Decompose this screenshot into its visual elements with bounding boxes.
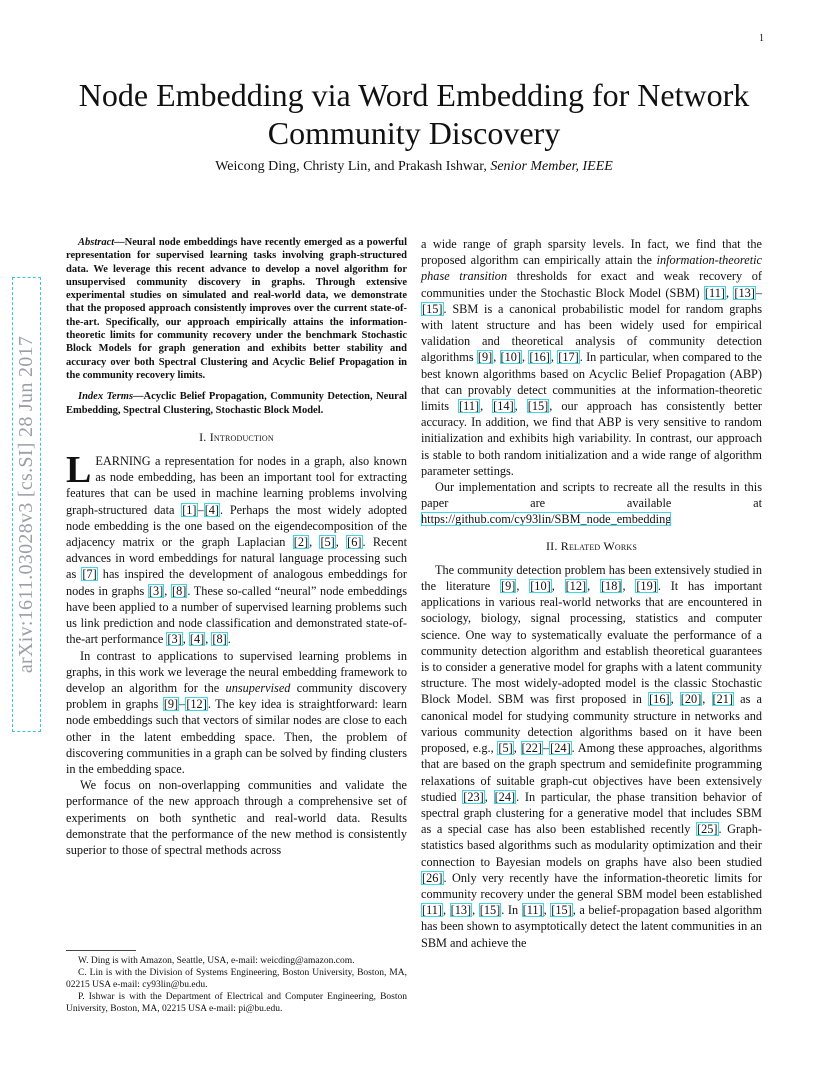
- text-run: ,: [472, 903, 479, 918]
- text-run: .: [227, 632, 231, 647]
- citation-link[interactable]: [14]: [493, 399, 514, 414]
- text-run: . In: [501, 903, 522, 918]
- text-run: ,: [164, 583, 171, 598]
- citation-link[interactable]: [2]: [293, 535, 309, 550]
- text-run: –: [543, 741, 550, 756]
- text-run: ,: [587, 579, 600, 594]
- text-run: . SBM is a canonical probabilistic model for random graphs with latent structure and has been widely used for empirical validation and theoretical analysis of community detection algorithms: [421, 301, 762, 365]
- text-run: ,: [443, 903, 450, 918]
- arxiv-identifier[interactable]: arXiv:1611.03028v3 [cs.SI] 28 Jun 2017: [12, 277, 41, 732]
- citation-link[interactable]: [17]: [558, 350, 579, 365]
- footnotes: [66, 950, 407, 1015]
- citation-link[interactable]: [9]: [163, 697, 179, 712]
- text-run: ,: [484, 789, 494, 804]
- title-line-2: Community Discovery: [267, 115, 561, 151]
- citation-link[interactable]: [3]: [167, 632, 182, 647]
- index-terms-lead: Index Terms: [78, 391, 134, 403]
- citation-link[interactable]: [12]: [186, 697, 207, 712]
- text-run: ,: [182, 632, 189, 647]
- text-run: Our implementation and scripts to recreate all the results in this paper are available at: [421, 480, 762, 511]
- text-run: community discovery problem in graphs: [66, 680, 407, 712]
- text-run: ,: [516, 579, 530, 594]
- footnote-ding: W. Ding is with Amazon, Seattle, USA, e-mail: weicding@amazon.com.: [78, 956, 355, 966]
- text-run: . These so-called “neural” node embeddings have been applied to a number of supervised learning problems such us link prediction and node classification and demonstrated state-of-the-art performance: [66, 583, 408, 647]
- citation-link[interactable]: [9]: [477, 350, 493, 365]
- citation-link[interactable]: [13]: [734, 285, 755, 300]
- text-run: . Perhaps the most widely adopted node embedding is the one based on the eigendecomposition of the adjacency matrix or the graph Laplacian: [66, 502, 407, 550]
- text-run: . Graph-statistics based algorithms such as modularity optimization and their connection to Bayesian models on graphs have also been studied: [421, 822, 762, 869]
- text-run: ,: [513, 741, 521, 756]
- citation-link[interactable]: [3]: [148, 583, 164, 598]
- abstract: [66, 236, 407, 382]
- emphasis: information-theoretic phase transition: [421, 253, 762, 284]
- citation-link[interactable]: [4]: [189, 632, 205, 647]
- text-run: ,: [522, 350, 529, 365]
- drop-cap: L: [66, 449, 92, 492]
- citation-link[interactable]: [5]: [498, 741, 513, 756]
- citation-link[interactable]: [23]: [463, 789, 484, 804]
- text-run: –: [179, 697, 186, 712]
- text-run: ,: [670, 692, 680, 707]
- citation-link[interactable]: [11]: [522, 903, 543, 918]
- citation-link[interactable]: [8]: [171, 583, 187, 598]
- citation-link[interactable]: [8]: [212, 632, 227, 647]
- text-run: ,: [550, 350, 558, 365]
- citation-link[interactable]: [20]: [680, 692, 702, 707]
- text-run: In contrast to applications to supervised learning problems in graphs, in this work we leverage the neural embedding framework to develop an algorithm for the: [66, 648, 407, 695]
- citation-link[interactable]: [7]: [82, 567, 97, 582]
- text-run: thresholds for exact and weak recovery of communities under the Stochastic Block Model (SBM): [421, 269, 762, 300]
- text-run: ,: [309, 535, 320, 550]
- citation-link[interactable]: [15]: [527, 399, 549, 414]
- section-heading-related-works: II. Related Works: [545, 538, 638, 553]
- citation-link[interactable]: [24]: [550, 741, 571, 756]
- citation-link[interactable]: [19]: [636, 579, 657, 594]
- emphasis: unsupervised: [225, 680, 291, 695]
- text-run: ,: [335, 535, 347, 550]
- author-list: [40, 159, 788, 175]
- text-run: as a canonical model for studying community structure in networks and various community detection algorithms based on it have been proposed, e.g.,: [421, 692, 762, 756]
- text-run: ,: [493, 350, 500, 365]
- authors-names: Weicong Ding, Christy Lin, and Prakash Ishwar,: [215, 159, 487, 174]
- text-run: . Among these approaches, algorithms that are based on the graph spectrum and semidefinite programming relaxations of suitable graph-cut objectives have been extensively studied: [421, 741, 762, 804]
- citation-link[interactable]: [12]: [565, 579, 587, 594]
- text-run: ,: [205, 632, 212, 647]
- citation-link[interactable]: [15]: [422, 301, 443, 316]
- text-run: has inspired the development of analogous embeddings for nodes in graphs: [66, 567, 407, 598]
- citation-link[interactable]: [1]: [182, 502, 197, 517]
- text-run: . Only very recently have the information-theoretic limits for community recovery under the general SBM model been established: [421, 870, 762, 901]
- intro-paragraph-4: [421, 236, 762, 479]
- citation-link[interactable]: [11]: [459, 399, 480, 414]
- citation-link[interactable]: [24]: [494, 789, 516, 804]
- github-url-link[interactable]: https://github.com/cy93lin/SBM_node_embedding: [421, 512, 672, 527]
- citation-link[interactable]: [21]: [712, 692, 734, 707]
- text-run: ,: [514, 399, 527, 414]
- intro-paragraph-2: [66, 648, 407, 778]
- text-run: , our approach has consistently better accuracy. In addition, we find that ABP is very sensitive to random initialization and exhibits high variability. In contrast, our approach is stable to both random initialization and a wide range of algorithm parameter settings.: [421, 399, 763, 478]
- citation-link[interactable]: [4]: [204, 502, 220, 517]
- intro-paragraph-3: We focus on non-overlapping communities and validate the performance of the new approach through a comprehensive set of experiments on both synthetic and real-world data. Results demonstrate that the performance of the new method is consistently superior to those of spectral methods across: [66, 778, 407, 857]
- citation-link[interactable]: [6]: [347, 535, 362, 550]
- citation-link[interactable]: [10]: [500, 350, 522, 365]
- text-run: ,: [551, 579, 565, 594]
- citation-link[interactable]: [16]: [649, 692, 670, 707]
- text-run: ,: [480, 399, 493, 414]
- citation-link[interactable]: [9]: [500, 579, 516, 594]
- intro-paragraph-1: [66, 449, 408, 647]
- text-run: . It has important applications in various real-world networks that are encountered in sociology, biology, signal processing, statistics and computer science. One way to systematically evaluate the performance of a community detection algorithm and establish theoretical guarantees is to consider a generative model for graphs with a latent community structure. The most widely-adopted model is the classic Stochastic Block Model. SBM was first proposed in: [421, 579, 762, 707]
- text-run: . In particular, the phase transition behavior of spectral graph clustering for a generative model that includes SBM as a special case has also been established recently: [421, 789, 762, 837]
- related-paragraph-1: [421, 562, 762, 951]
- citation-link[interactable]: [15]: [479, 903, 501, 918]
- text-run: , a belief-propagation based algorithm has been shown to asymptotically detect the latent communities in an SBM and achieve the: [421, 903, 763, 950]
- right-column: [421, 236, 762, 951]
- paper-title: [40, 76, 788, 152]
- text-run: . The key idea is straightforward: learn node embeddings such that vectors of similar nodes are close to each other in the latent embedding space. Then, the problem of discovering communities in a graph can be solved by finding clusters in the embedding space.: [66, 697, 407, 776]
- section-heading-introduction: I. Introduction: [199, 429, 274, 444]
- text-run: ,: [702, 692, 712, 707]
- author-affiliation: Senior Member, IEEE: [490, 159, 613, 174]
- citation-link[interactable]: [16]: [529, 350, 550, 365]
- footnote-lin: C. Lin is with the Division of Systems Engineering, Boston University, Boston, MA, 02215 USA e-mail: cy93lin@bu.edu.: [66, 968, 407, 990]
- index-terms: [66, 390, 407, 417]
- text-run: –: [197, 502, 204, 517]
- text-run: ,: [543, 903, 551, 918]
- text-run: a wide range of graph sparsity levels. In fact, we find that the proposed algorithm can empirically attain the: [421, 237, 762, 268]
- citation-link[interactable]: [26]: [422, 870, 443, 885]
- index-terms-text: —Acyclic Belief Propagation, Community Detection, Neural Embedding, Spectral Clustering, Stochastic Block Model.: [66, 391, 407, 416]
- page-number: 1: [759, 33, 764, 44]
- text-run: . Recent advances in word embeddings for natural language processing such as: [66, 535, 408, 582]
- text-run: . In particular, when compared to the best known algorithms based on Acyclic Belief Propagation (ABP) that can provably detect communities at the information-theoretic limits: [421, 350, 762, 414]
- footnote-rule: [66, 950, 136, 951]
- citation-link[interactable]: [15]: [551, 903, 572, 918]
- abstract-lead: Abstract: [78, 237, 115, 248]
- text-run: ,: [622, 579, 636, 594]
- text-run: ,: [725, 285, 734, 300]
- text-run: –: [755, 285, 762, 300]
- text-run: The community detection problem has been extensively studied in the literature: [421, 562, 762, 594]
- citation-link[interactable]: [22]: [521, 741, 543, 756]
- citation-link[interactable]: [25]: [697, 822, 718, 837]
- citation-link[interactable]: [18]: [600, 579, 622, 594]
- footnote-ishwar: P. Ishwar is with the Department of Electrical and Computer Engineering, Boston University, Boston, MA, 02215 USA e-mail: pi@bu.edu.: [66, 992, 407, 1014]
- citation-link[interactable]: [11]: [422, 903, 443, 918]
- title-line-1: Node Embedding via Word Embedding for Network: [78, 77, 750, 113]
- left-column: [66, 236, 407, 858]
- abstract-text: —Neural node embeddings have recently emerged as a powerful representation for supervised learning tasks involving graph-structured data. We leverage this recent advance to develop a novel algorithm for unsupervised community discovery in graphs. Through extensive experimental studies on simulated and real-world data, we demonstrate that the proposed approach consistently improves over the current state-of-the-art. Specifically, our approach empirically attains the information-theoretic limits for community recovery under the benchmark Stochastic Block Models for graph generation and exhibits better stability and accuracy over both Spectral Clustering and Acyclic Belief Propagation in the community recovery limits.: [66, 237, 407, 381]
- citation-link[interactable]: [11]: [704, 285, 725, 300]
- intro-paragraph-5: [421, 479, 762, 528]
- citation-link[interactable]: [10]: [530, 579, 551, 594]
- citation-link[interactable]: [5]: [320, 535, 335, 550]
- text-run: EARNING a representation for nodes in a graph, also known as node embedding, has been an important tool for extracting features that can be used in machine learning problems involving graph-structured data: [66, 454, 407, 517]
- citation-link[interactable]: [13]: [450, 903, 472, 918]
